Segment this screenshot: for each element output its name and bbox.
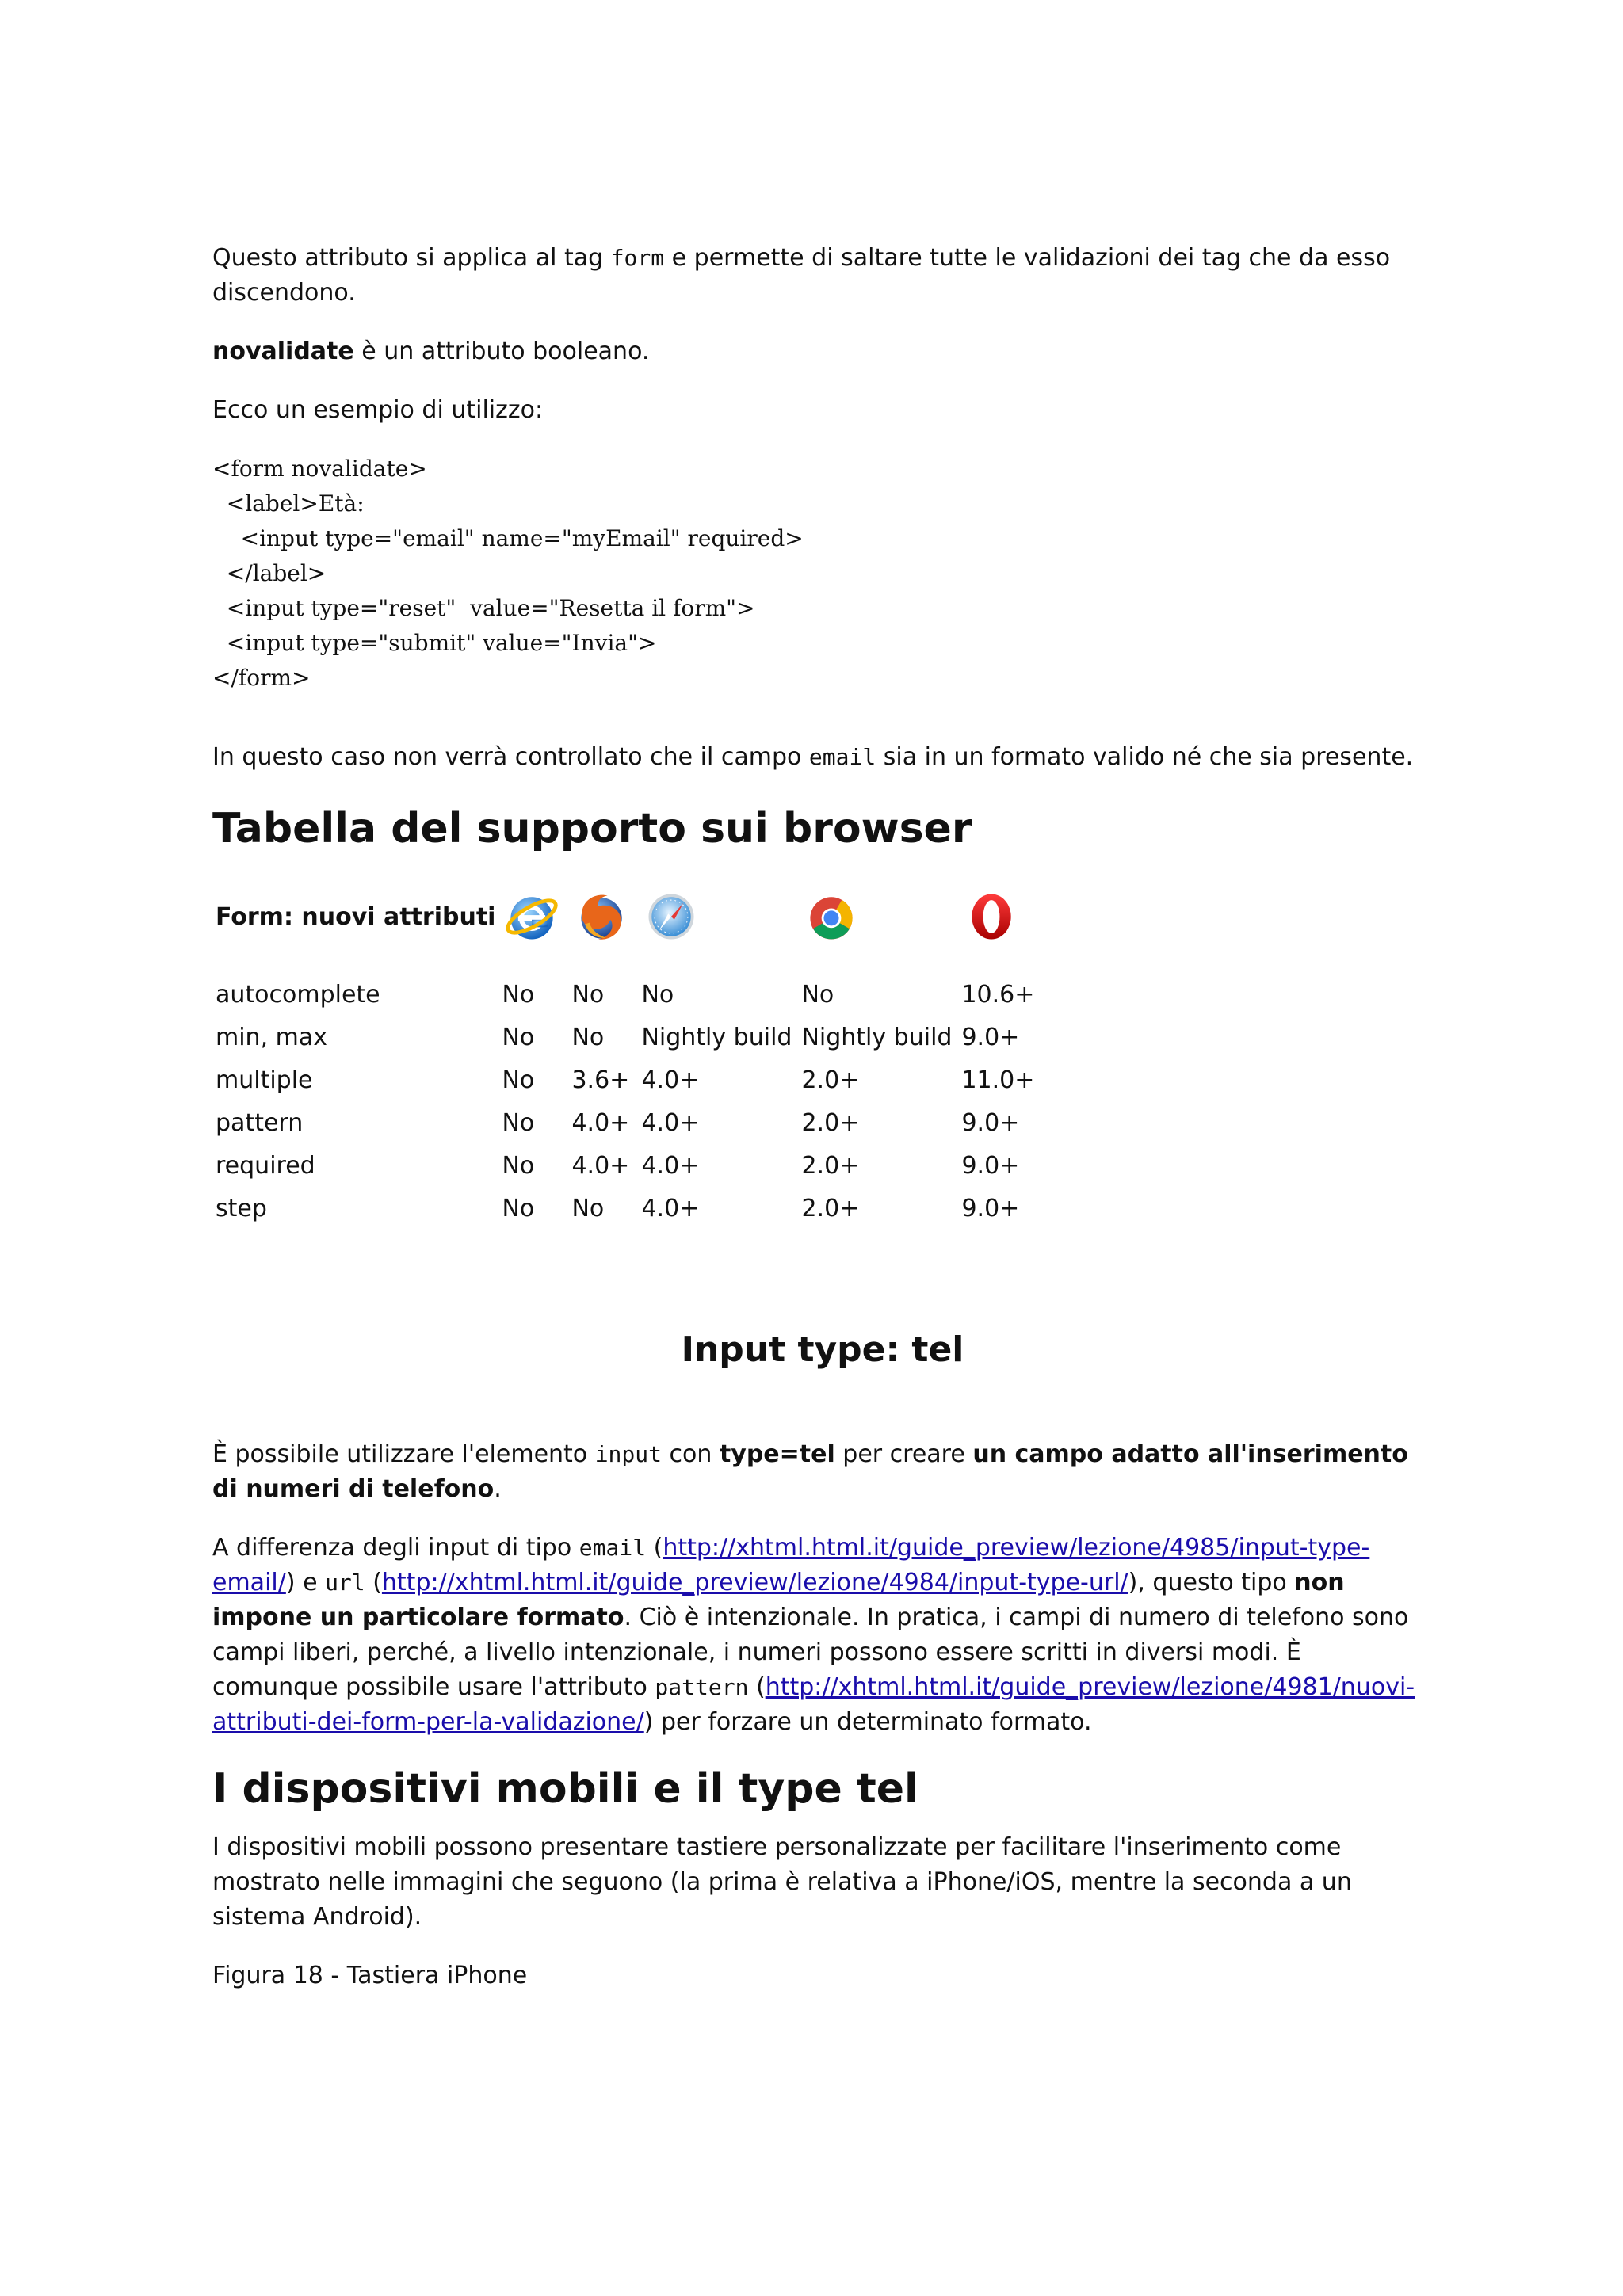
inline-code-url: url [325,1569,365,1596]
after-code-paragraph [212,740,1433,775]
value-cell: Nightly build [801,1023,953,1051]
text: ( [748,1673,766,1701]
text: Questo attributo si applica al tag [212,244,611,272]
value-cell: 4.0+ [641,1194,700,1222]
value-cell: No [571,980,605,1009]
text: In questo caso non verrà controllato che il campo [212,743,809,771]
table-row [216,1144,1044,1187]
inline-code-email: email [579,1535,647,1561]
value-cell: No [571,1194,605,1222]
value-cell: No [502,1194,535,1222]
inline-code-input: input [594,1441,662,1467]
text: È possibile utilizzare l'elemento [212,1440,595,1468]
value-cell: 4.0+ [641,1066,700,1094]
value-cell: 4.0+ [571,1151,630,1180]
bold-type-tel: type=tel [719,1440,835,1468]
value-cell: No [502,980,535,1009]
inline-code-pattern: pattern [655,1674,749,1700]
inline-code-form: form [610,245,665,271]
text: A differenza degli input di tipo [212,1534,579,1562]
text: è un attributo booleano. [353,338,650,365]
text: sia in un formato valido né che sia presente. [876,743,1414,771]
spacer [212,1374,1433,1437]
header-cell-firefox [571,881,641,952]
link-input-type-email[interactable]: http://xhtml.html.it/guide_preview/lezione/4985/input-type-email/ [212,1534,1370,1596]
value-cell: No [502,1066,535,1094]
value-cell: 2.0+ [801,1108,860,1137]
bold-novalidate: novalidate [212,338,354,365]
text: con [662,1440,720,1468]
table-row [216,1101,1044,1144]
internet-explorer-icon [502,887,562,947]
value-cell: 9.0+ [961,1194,1020,1222]
text: ) per forzare un determinato formato. [643,1708,1092,1736]
attr-cell: autocomplete [216,980,380,1009]
table-header-row [216,881,1044,952]
intro-paragraph-1 [212,241,1433,311]
table-row [216,1016,1044,1058]
code-example: <form novalidate> <label>Età: <input type="email" name="myEmail" required> </label> <input type="reset" value="Resetta il form"> <input type="submit" value="Invia"> </form> [212,456,804,691]
value-cell: 2.0+ [801,1194,860,1222]
text: . Ciò è intenzionale. In pratica, i campi di numero di telefono sono campi liberi, perché, a livello intenzionale, i numeri possono essere scritti in diversi modi. È comunque possibile usare l'attributo [212,1604,1409,1701]
support-heading: Tabella del supporto sui browser [212,805,972,852]
browser-support-table [216,881,1044,1230]
value-cell: 9.0+ [961,1108,1020,1137]
value-cell: No [502,1108,535,1137]
link-validation-attributes[interactable]: http://xhtml.html.it/guide_preview/lezione/4981/nuovi-attributi-dei-form-per-la-validazione/ [212,1673,1415,1736]
attr-cell: multiple [216,1066,313,1094]
value-cell: 3.6+ [571,1066,630,1094]
spacer [212,1230,1433,1326]
header-cell-opera [961,881,1044,952]
value-cell: Nightly build [641,1023,792,1051]
value-cell: No [571,1023,605,1051]
value-cell: 4.0+ [641,1108,700,1137]
value-cell: No [502,1023,535,1051]
value-cell: 4.0+ [641,1151,700,1180]
safari-icon [641,887,701,947]
text: ( [646,1534,663,1562]
attr-cell: required [216,1151,315,1180]
firefox-icon [571,887,632,947]
intro-paragraph-3: Ecco un esempio di utilizzo: [212,396,544,424]
value-cell: 4.0+ [571,1108,630,1137]
figure-caption: Figura 18 - Tastiera iPhone [212,1962,528,1989]
chrome-icon [801,887,861,947]
mobile-paragraph: I dispositivi mobili possono presentare tastiere personalizzate per facilitare l'inserimento come mostrato nelle immagini che seguono (la prima è relativa a iPhone/iOS, mentre la seconda a un sistema Android). [212,1833,1352,1931]
text: per creare [834,1440,973,1468]
document-page [212,241,1433,2017]
header-cell-chrome [801,881,961,952]
text: e permette di saltare tutte le validazioni dei tag che da esso discendono. [212,244,1391,307]
value-cell: No [502,1151,535,1180]
header-cell-safari [641,881,801,952]
attr-cell: min, max [216,1023,328,1051]
inline-code-email: email [808,744,876,770]
attr-cell: pattern [216,1108,304,1137]
table-row [216,973,1044,1016]
link-input-type-url[interactable]: http://xhtml.html.it/guide_preview/lezione/4984/input-type-url/ [381,1569,1128,1596]
value-cell: No [641,980,674,1009]
attr-cell: step [216,1194,267,1222]
value-cell: 9.0+ [961,1151,1020,1180]
value-cell: 11.0+ [961,1066,1035,1094]
intro-paragraph-2 [212,334,1433,369]
value-cell: 10.6+ [961,980,1035,1009]
text: ), questo tipo [1128,1569,1295,1596]
value-cell: 2.0+ [801,1151,860,1180]
table-header-label: Form: nuovi attributi [216,902,496,931]
value-cell: No [801,980,834,1009]
bold-no-format: non impone un particolare formato [212,1569,1345,1631]
mobile-heading: I dispositivi mobili e il type tel [212,1765,918,1813]
text: . [494,1475,502,1503]
tel-section-title: Input type: tel [681,1329,964,1370]
value-cell: 2.0+ [801,1066,860,1094]
table-row [216,1187,1044,1230]
table-row [216,1058,1044,1101]
tel-paragraph-2 [212,1531,1433,1740]
header-cell-ie [502,881,571,952]
value-cell: 9.0+ [961,1023,1020,1051]
table-spacer [216,952,1044,973]
text: ) e [285,1569,326,1596]
bold-phone-field: un campo adatto all'inserimento di numeri di telefono [212,1440,1408,1503]
opera-icon [961,887,1022,947]
tel-paragraph-1 [212,1437,1433,1507]
text: ( [365,1569,382,1596]
